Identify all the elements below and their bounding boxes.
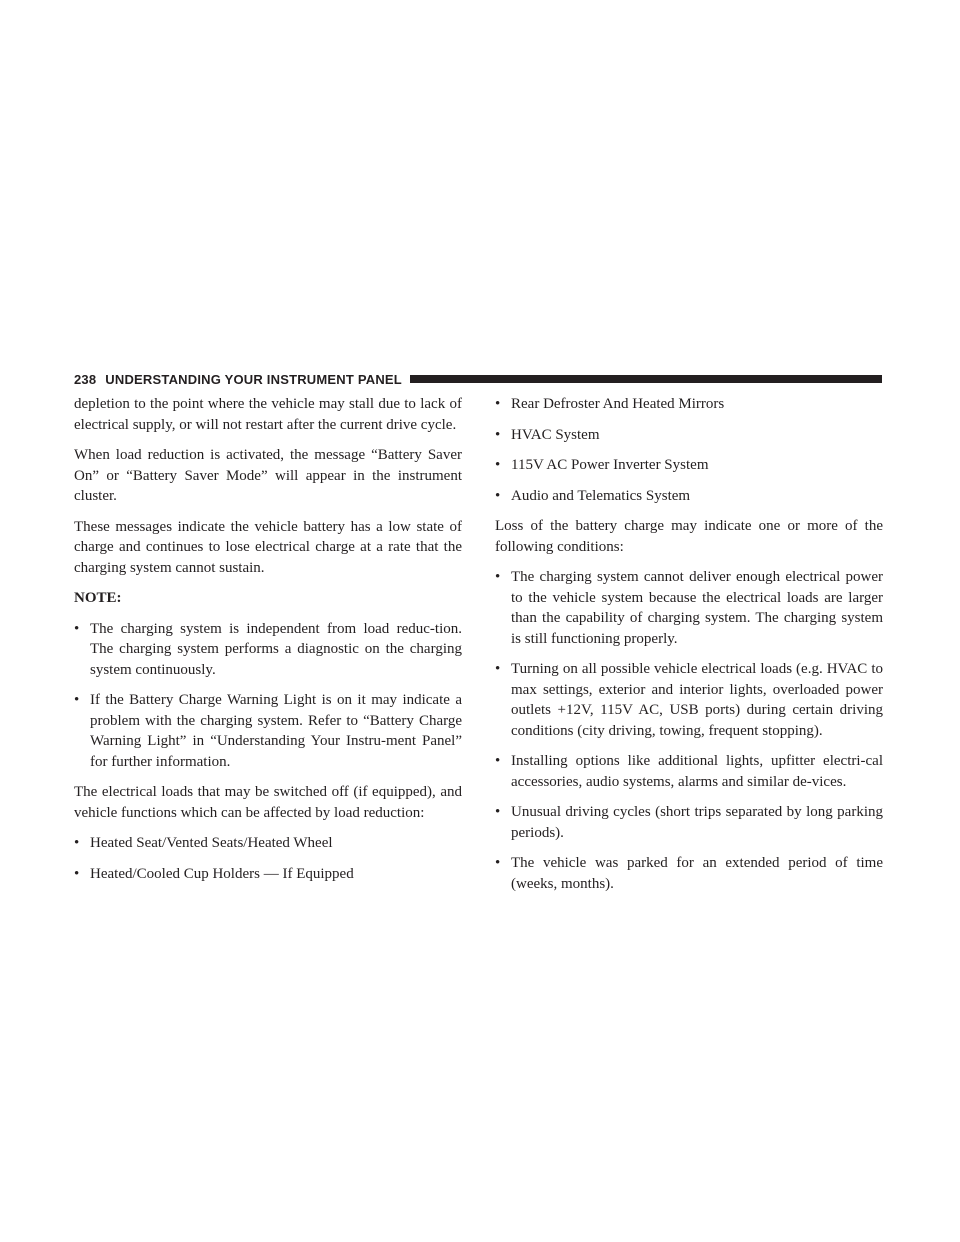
bullet-icon: • (74, 865, 80, 882)
bullet-icon: • (495, 487, 501, 504)
header-rule (410, 375, 882, 383)
bullet-icon: • (495, 426, 501, 443)
bullet-icon: • (495, 661, 501, 677)
list-item: • The charging system is independent from load reduc-tion. The charging system performs a diagnostic on the charging system continuously. (74, 620, 462, 678)
page-number: 238 (74, 371, 97, 387)
list-item: • Unusual driving cycles (short trips separated by long parking periods). (495, 804, 883, 841)
note-label: NOTE: (74, 590, 122, 606)
bullet-icon: • (495, 569, 501, 585)
list-item: • Turning on all possible vehicle electrical loads (e.g. HVAC to max settings, exterior and interior lights, overloaded power outlets +12V, 115V AC, USB ports) during certain driving conditions (city driving, towing, frequent stopping). (495, 661, 883, 739)
left-column (74, 394, 462, 894)
load-list (74, 833, 462, 884)
list-item: • The vehicle was parked for an extended period of time (weeks, months). (495, 855, 883, 892)
bullet-icon: • (74, 620, 80, 637)
note-list (74, 619, 462, 773)
list-item: • Heated/Cooled Cup Holders — If Equipped (74, 864, 462, 885)
paragraph: When load reduction is activated, the message “Battery Saver On” or “Battery Saver Mode” will appear in the instrument cluster. (74, 447, 462, 504)
load-list-continued (495, 394, 883, 506)
bullet-icon: • (495, 753, 501, 769)
list-item: • Audio and Telematics System (495, 486, 883, 507)
condition-list (495, 567, 883, 894)
bullet-icon: • (495, 396, 501, 412)
section-title: UNDERSTANDING YOUR INSTRUMENT PANEL (105, 371, 402, 387)
paragraph: These messages indicate the vehicle battery has a low state of charge and continues to lose electrical charge at a rate that the charging system cannot sustain. (74, 518, 462, 576)
list-item: • Rear Defroster And Heated Mirrors (495, 394, 883, 415)
page-header (74, 371, 882, 387)
bullet-icon: • (495, 855, 501, 871)
list-item: • 115V AC Power Inverter System (495, 455, 883, 476)
paragraph: Loss of the battery charge may indicate one or more of the following conditions: (495, 518, 883, 555)
list-item: • Installing options like additional lights, upfitter electri-cal accessories, audio systems, alarms and similar de-vices. (495, 753, 883, 790)
list-item: • If the Battery Charge Warning Light is on it may indicate a problem with the charging system. Refer to “Battery Charge Warning Light” in “Understanding Your Instru-ment Panel” for further information. (74, 692, 462, 770)
right-column (495, 394, 883, 904)
bullet-icon: • (74, 692, 80, 708)
paragraph: depletion to the point where the vehicle may stall due to lack of electrical supply, or will not restart after the current drive cycle. (74, 396, 462, 433)
paragraph: The electrical loads that may be switched off (if equipped), and vehicle functions which can be affected by load reduction: (74, 784, 462, 821)
bullet-icon: • (74, 835, 80, 851)
list-item: • HVAC System (495, 425, 883, 446)
bullet-icon: • (495, 457, 501, 473)
bullet-icon: • (495, 804, 501, 820)
list-item: • Heated Seat/Vented Seats/Heated Wheel (74, 833, 462, 854)
list-item: • The charging system cannot deliver enough electrical power to the vehicle system because the electrical loads are larger than the capability of charging system. The charging system is still functioning properly. (495, 569, 883, 647)
